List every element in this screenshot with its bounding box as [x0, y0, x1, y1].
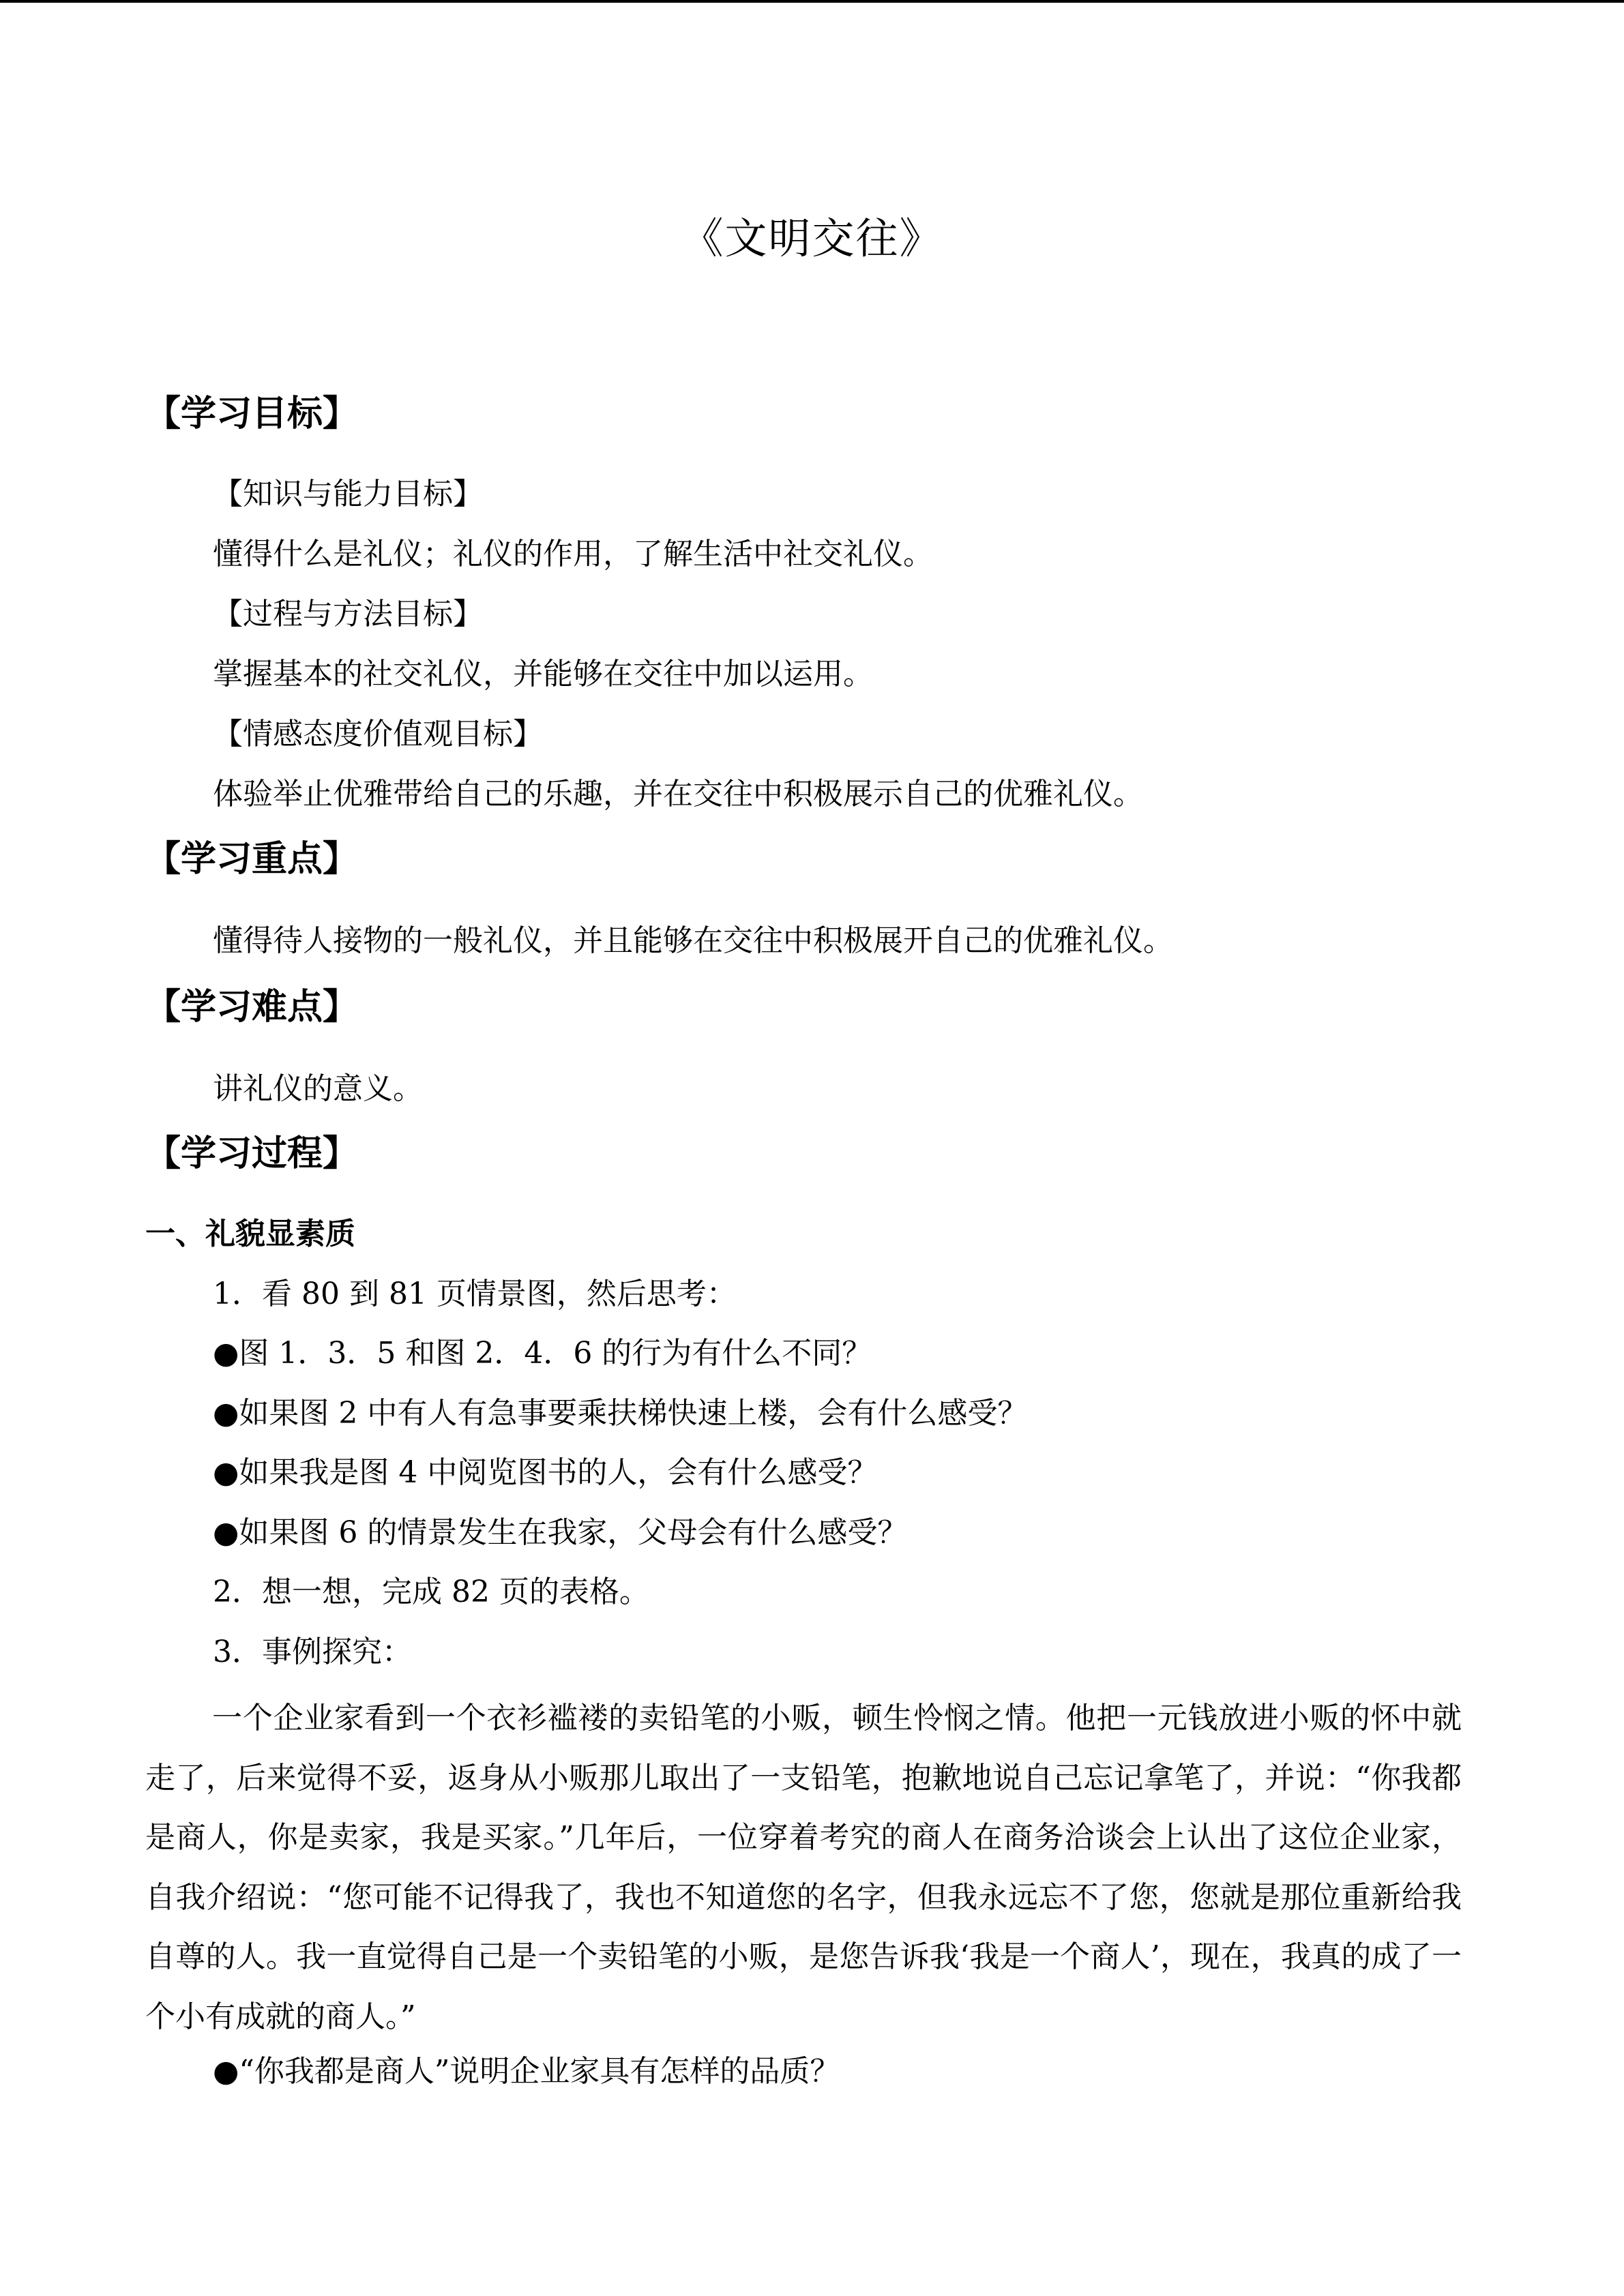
knowledge-objective-label: 【知识与能力目标】	[213, 477, 483, 511]
difficulties-heading: 【学习难点】	[145, 987, 359, 1028]
process-heading: 【学习过程】	[145, 1133, 359, 1174]
item-2: 2．想一想，完成 82 页的表格。	[213, 1575, 649, 1609]
document-title: 《文明交往》	[681, 213, 943, 263]
process-objective-text: 掌握基本的社交礼仪，并能够在交往中加以运用。	[213, 657, 873, 691]
case-question: ●“你我都是商人”说明企业家具有怎样的品质？	[213, 2054, 840, 2089]
case-story-paragraph: 一个企业家看到一个衣衫褴褛的卖铅笔的小贩，顿生怜悯之情。他把一元钱放进小贩的怀中就走了，后来觉得不妥，返身从小贩那儿取出了一支铅笔，抱歉地说自己忘记拿笔了，并说：“你我都是商人，你是卖家，我是买家。”几年后，一位穿着考究的商人在商务洽谈会上认出了这位企业家，自我介绍说：“您可能不记得我了，我也不知道您的名字，但我永远忘不了您，您就是那位重新给我自尊的人。我一直觉得自己是一个卖铅笔的小贩，是您告诉我‘我是一个商人’，现在，我真的成了一个小有成就的商人。”	[145, 1701, 1462, 2034]
bullet-3: ●如果我是图 4 中阅览图书的人，会有什么感受？	[213, 1455, 878, 1490]
knowledge-objective-text: 懂得什么是礼仪；礼仪的作用，了解生活中社交礼仪。	[213, 537, 933, 571]
bullet-4: ●如果图 6 的情景发生在我家，父母会有什么感受？	[213, 1515, 908, 1550]
emotion-objective-label: 【情感态度价值观目标】	[213, 717, 543, 751]
bullet-1: ●图 1．3．5 和图 2．4．6 的行为有什么不同？	[213, 1336, 872, 1371]
part1-title: 一、礼貌显素质	[145, 1217, 355, 1251]
process-objective-label: 【过程与方法目标】	[213, 597, 483, 631]
item-1: 1．看 80 到 81 页情景图，然后思考：	[213, 1277, 737, 1311]
key-points-heading: 【学习重点】	[145, 839, 359, 880]
emotion-objective-text: 体验举止优雅带给自己的乐趣，并在交往中积极展示自己的优雅礼仪。	[213, 777, 1143, 811]
key-points-text: 懂得待人接物的一般礼仪，并且能够在交往中积极展开自己的优雅礼仪。	[213, 923, 1173, 958]
objectives-heading: 【学习目标】	[145, 393, 359, 434]
difficulties-text: 讲礼仪的意义。	[213, 1071, 423, 1106]
item-3: 3．事例探究：	[213, 1635, 412, 1669]
bullet-2: ●如果图 2 中有人有急事要乘扶梯快速上楼，会有什么感受？	[213, 1396, 1028, 1431]
